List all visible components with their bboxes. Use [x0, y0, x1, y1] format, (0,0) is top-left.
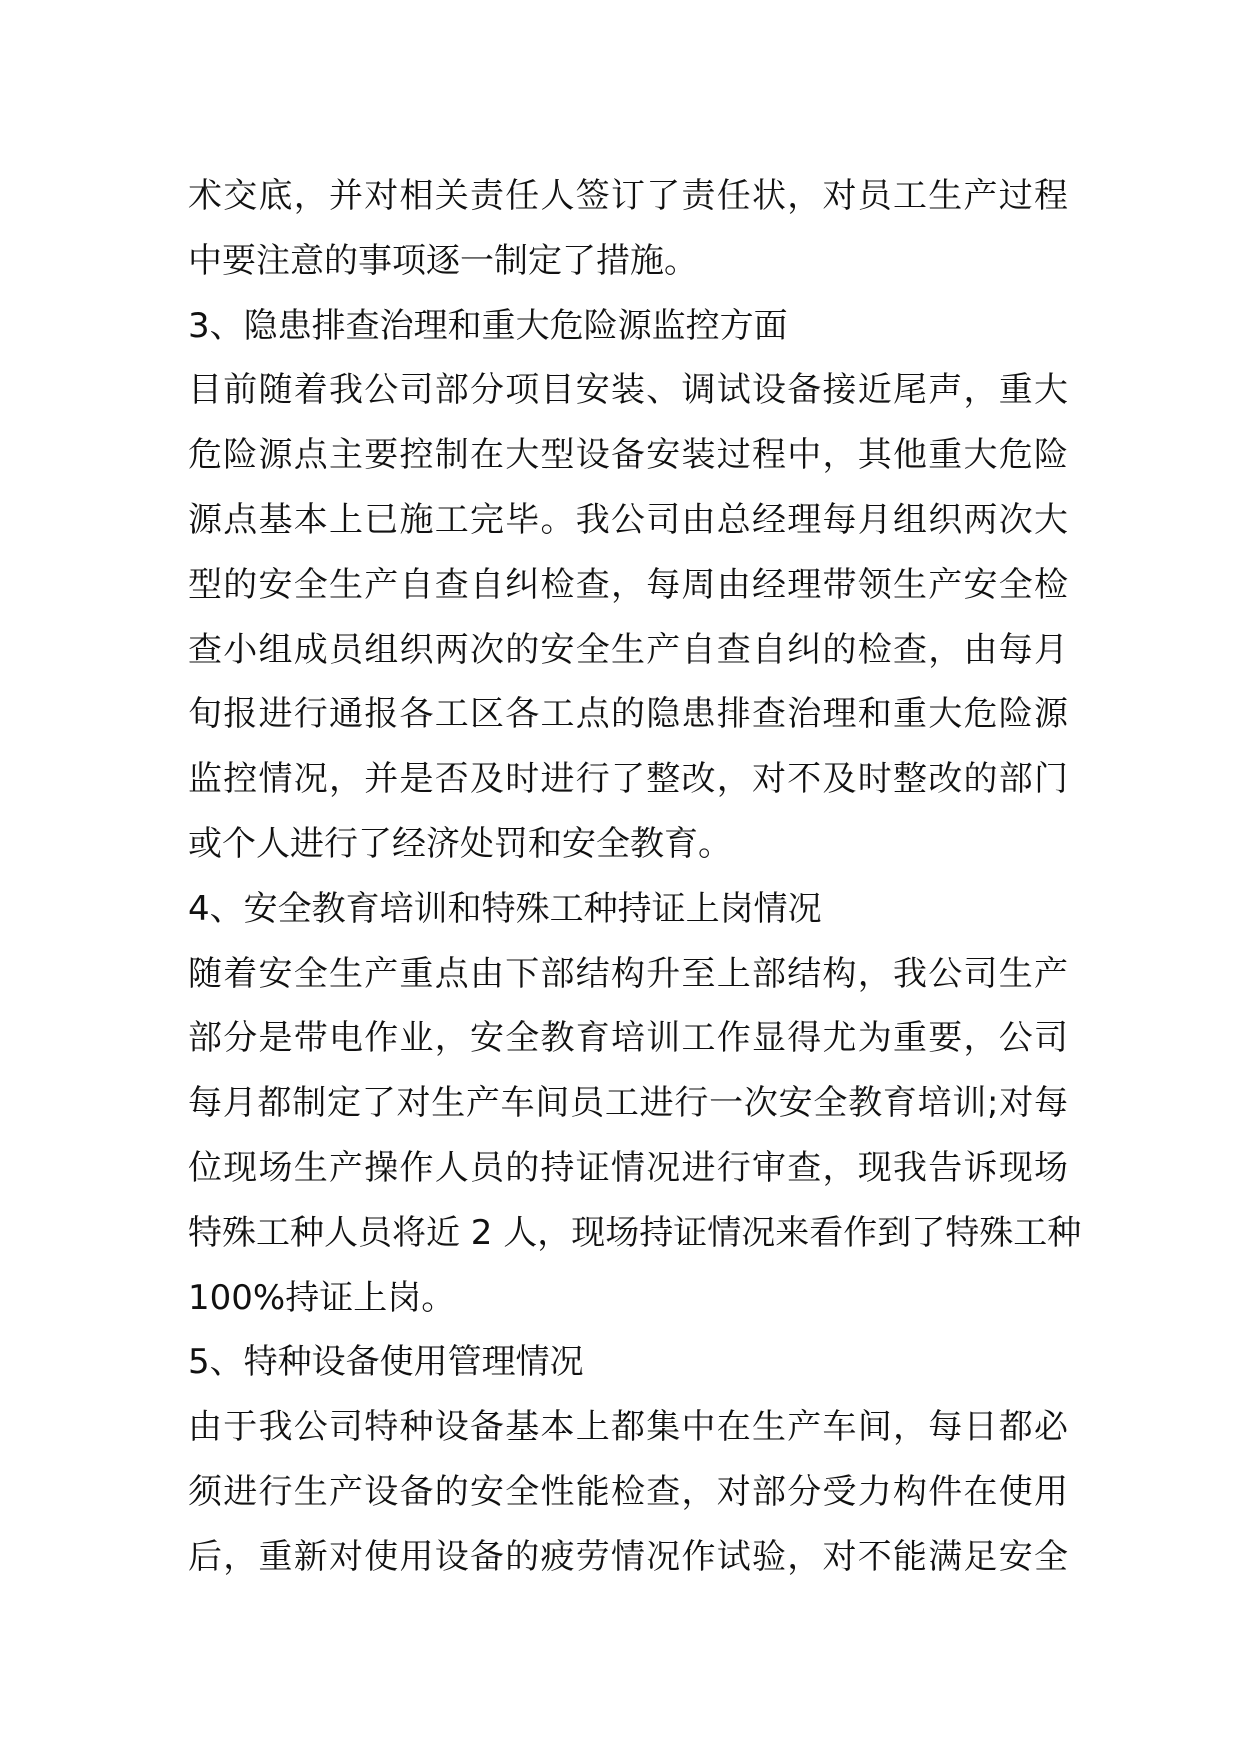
paragraph-line: 目前随着我公司部分项目安装、调试设备接近尾声，重大: [188, 370, 1068, 411]
section-heading: 5、特种设备使用管理情况: [188, 1342, 584, 1383]
paragraph-line: 须进行生产设备的安全性能检查，对部分受力构件在使用: [188, 1471, 1068, 1512]
paragraph-line: 由于我公司特种设备基本上都集中在生产车间，每日都必: [188, 1407, 1068, 1448]
paragraph-line: 旬报进行通报各工区各工点的隐患排查治理和重大危险源: [188, 694, 1068, 735]
paragraph-line: 中要注意的事项逐一制定了措施。: [188, 240, 698, 281]
document-body: [188, 164, 1082, 1590]
paragraph-line: 100%持证上岗。: [188, 1277, 456, 1318]
section-heading: 3、隐患排查治理和重大危险源监控方面: [188, 305, 788, 346]
paragraph-line: 随着安全生产重点由下部结构升至上部结构，我公司生产: [188, 953, 1068, 994]
section-heading: 4、安全教育培训和特殊工种持证上岗情况: [188, 888, 822, 929]
paragraph-line: 型的安全生产自查自纠检查，每周由经理带领生产安全检: [188, 564, 1068, 605]
paragraph-line: 位现场生产操作人员的持证情况进行审查，现我告诉现场: [188, 1147, 1068, 1188]
paragraph-line: 查小组成员组织两次的安全生产自查自纠的检查，由每月: [188, 629, 1068, 670]
paragraph-line: 部分是带电作业，安全教育培训工作显得尤为重要，公司: [188, 1018, 1068, 1059]
paragraph-line: 危险源点主要控制在大型设备安装过程中，其他重大危险: [188, 435, 1068, 476]
paragraph-line: 后，重新对使用设备的疲劳情况作试验，对不能满足安全: [188, 1536, 1068, 1577]
paragraph-line: 监控情况，并是否及时进行了整改，对不及时整改的部门: [188, 759, 1068, 800]
paragraph-line: 每月都制定了对生产车间员工进行一次安全教育培训;对每: [188, 1083, 1068, 1124]
paragraph-line: 特殊工种人员将近 2 人，现场持证情况来看作到了特殊工种: [188, 1212, 1082, 1253]
paragraph-line: 源点基本上已施工完毕。我公司由总经理每月组织两次大: [188, 499, 1068, 540]
paragraph-line: 或个人进行了经济处罚和安全教育。: [188, 823, 732, 864]
paragraph-line: 术交底，并对相关责任人签订了责任状，对员工生产过程: [188, 176, 1068, 216]
